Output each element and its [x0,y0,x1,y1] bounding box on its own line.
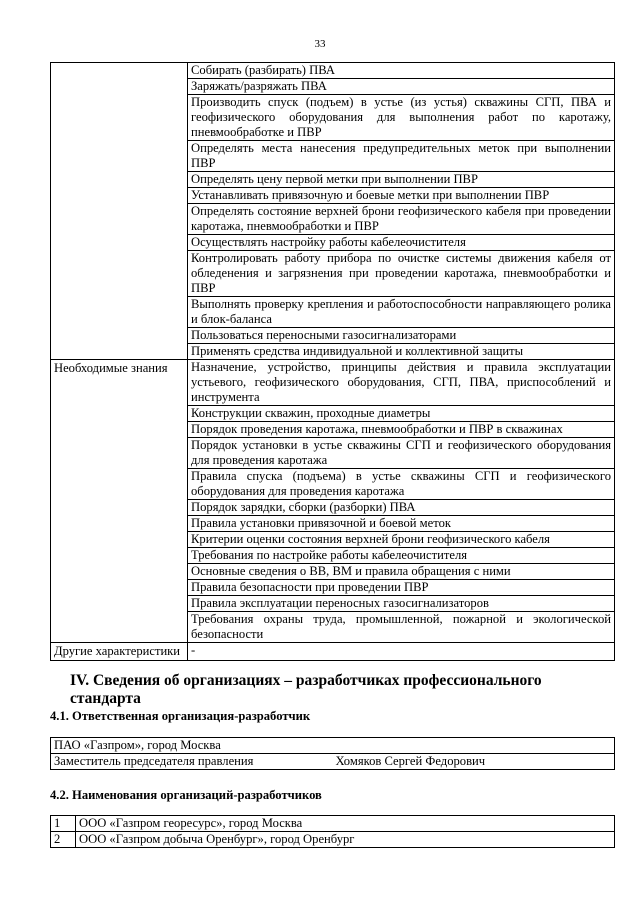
table-row [51,63,615,79]
knowledge-item: Правила эксплуатации переносных газосигнализаторов [188,596,615,612]
developer-number: 2 [51,832,76,848]
skill-item: Определять места нанесения предупредительных меток при выполнении ПВР [188,141,615,172]
developers-table [50,815,615,848]
table-row [51,816,615,832]
knowledge-item: Правила спуска (подъема) в устье скважины СГП и геофизического оборудования для проведения каротажа [188,469,615,500]
skill-item: Определять цену первой метки при выполнении ПВР [188,172,615,188]
knowledge-item: Требования охраны труда, промышленной, пожарной и экологической безопасности [188,612,615,643]
table-row [51,360,615,406]
skill-item: Заряжать/разряжать ПВА [188,79,615,95]
skill-item: Контролировать работу прибора по очистке системы движения кабеля от обледенения и загрязнения при проведении каротажа, пневмообработки и ПВР [188,251,615,297]
knowledge-item: Правила установки привязочной и боевой меток [188,516,615,532]
knowledge-item: Порядок зарядки, сборки (разборки) ПВА [188,500,615,516]
knowledge-item: Порядок установки в устье скважины СГП и геофизического оборудования для проведения каротажа [188,438,615,469]
skill-item: Устанавливать привязочную и боевые метки при выполнении ПВР [188,188,615,204]
table-row [51,738,615,754]
knowledge-item: Основные сведения о ВВ, ВМ и правила обращения с ними [188,564,615,580]
skill-item: Собирать (разбирать) ПВА [188,63,615,79]
knowledge-item: Конструкции скважин, проходные диаметры [188,406,615,422]
table-row [51,643,615,661]
knowledge-item: Критерии оценки состояния верхней брони геофизического кабеля [188,532,615,548]
knowledge-item: Правила безопасности при проведении ПВР [188,580,615,596]
developer-number: 1 [51,816,76,832]
skill-item: Производить спуск (подъем) в устье (из устья) скважины СГП, ПВА и геофизического оборудования для выполнения работ по каротажу, пневмообработке и ПВР [188,95,615,141]
competency-table [50,62,615,661]
developer-name: ООО «Газпром георесурс», город Москва [76,816,615,832]
knowledge-item: Требования по настройке работы кабелеочистителя [188,548,615,564]
page-number: 33 [314,38,326,50]
skills-label-cell [51,63,188,360]
responsible-org-table [50,737,615,770]
skill-item: Пользоваться переносными газосигнализаторами [188,328,615,344]
knowledge-item: Порядок проведения каротажа, пневмообработки и ПВР в скважинах [188,422,615,438]
responsible-org-name: ПАО «Газпром», город Москва [51,738,615,754]
subsection-developers-heading: 4.2. Наименования организаций-разработчиков [50,788,322,802]
skill-item: Определять состояние верхней брони геофизического кабеля при проведении каротажа, пневмообработки и ПВР [188,204,615,235]
responsible-person-name: Хомяков Сергей Федорович [333,754,615,770]
subsection-responsible-heading: 4.1. Ответственная организация-разработчик [50,709,311,723]
skill-item: Осуществлять настройку работы кабелеочистителя [188,235,615,251]
knowledge-label: Необходимые знания [51,360,188,643]
developer-name: ООО «Газпром добыча Оренбург», город Оренбург [76,832,615,848]
section-heading: IV. Сведения об организациях – разработчиках профессионального стандарта [70,672,542,707]
skill-item: Применять средства индивидуальной и коллективной защиты [188,344,615,360]
other-characteristics-value: - [188,643,615,661]
table-row [51,754,615,770]
knowledge-item: Назначение, устройство, принципы действия и правила эксплуатации устьевого, геофизического оборудования, СГП, ПВА, приспособлений и инструмента [188,360,615,406]
table-row [51,832,615,848]
skill-item: Выполнять проверку крепления и работоспособности направляющего ролика и блок-баланса [188,297,615,328]
responsible-position: Заместитель председателя правления [51,754,333,770]
other-characteristics-label: Другие характеристики [51,643,188,661]
